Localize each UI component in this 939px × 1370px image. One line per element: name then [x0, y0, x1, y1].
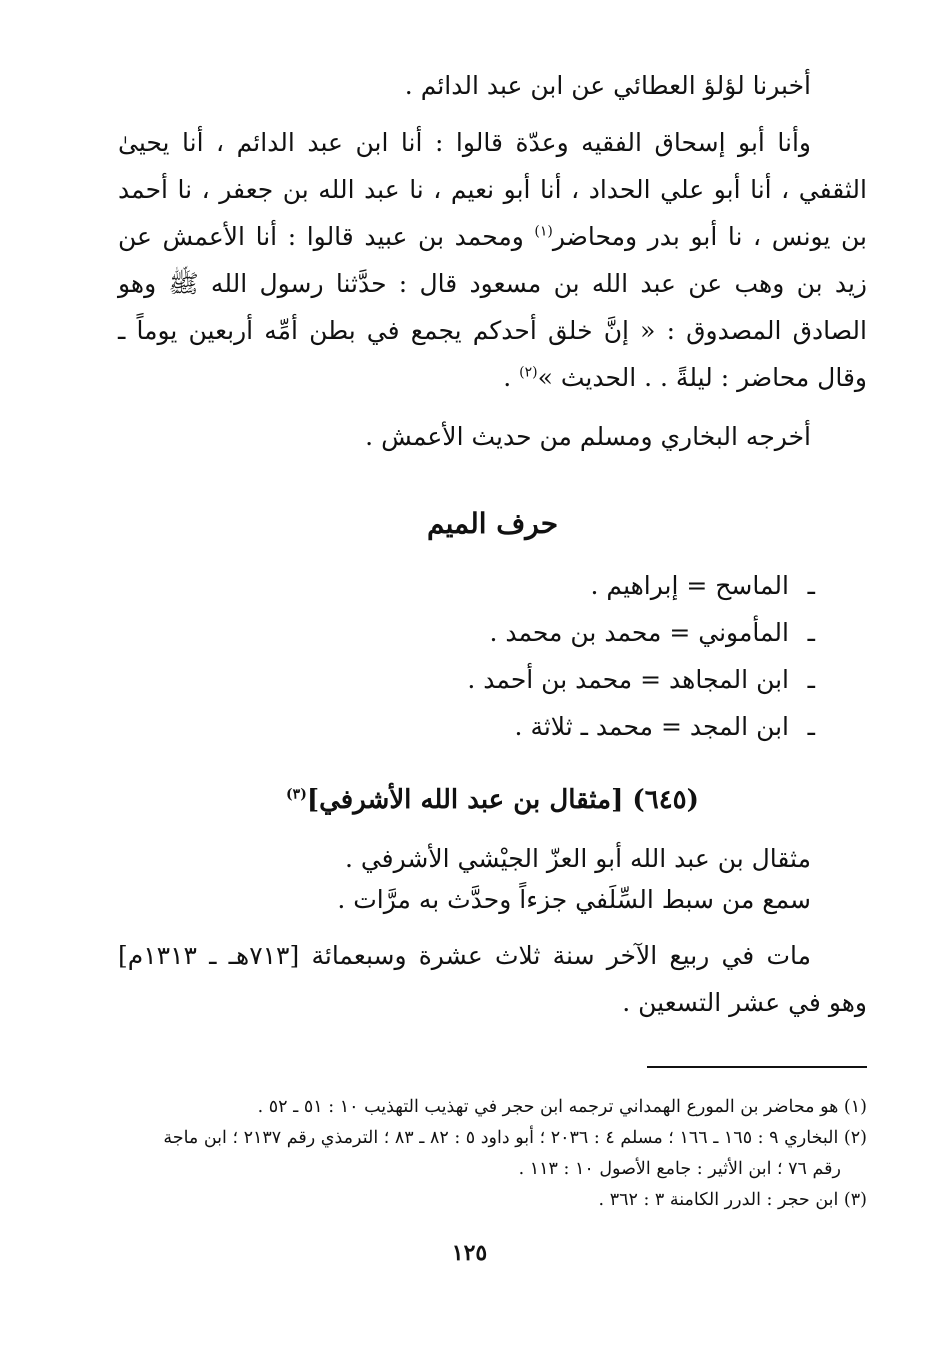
- book-page: [118, 62, 867, 1310]
- takhrij-paragraph: أخرجه البخاري ومسلم من حديث الأعمش .: [365, 422, 811, 451]
- text-paragraph: أخبرنا لؤلؤ العطائي عن ابن عبد الدائم .: [404, 71, 811, 100]
- dash-mark: ـ: [807, 571, 815, 600]
- cross-reference-list: [118, 562, 867, 750]
- entry-line: سمع من سبط السِّلَفي جزءاً وحدَّث به مرَّات .: [337, 885, 811, 914]
- death-paragraph: مات في ربيع الآخر سنة ثلاث عشرة وسبعمائة [٧١٣هـ ـ ١٣١٣م] وهو في عشر التسعين .: [118, 941, 867, 1017]
- dash-mark: ـ: [807, 712, 815, 741]
- footnote-divider: [647, 1066, 867, 1068]
- list-item-text: المأموني = محمد بن محمد .: [489, 618, 789, 647]
- list-item: [118, 609, 815, 656]
- footnote-continuation: رقم ٧٦ ؛ ابن الأثير : جامع الأصول ١٠ : ١١٣ .: [518, 1159, 841, 1179]
- list-item-text: ابن المجاهد = محمد بن أحمد .: [467, 665, 789, 694]
- entry-title-text: (٦٤٥) [مثقال بن عبد الله الأشرفي]: [306, 785, 699, 815]
- isnad-paragraph: [118, 119, 867, 401]
- section-heading: حرف الميم: [426, 507, 559, 540]
- hadith-end: .: [503, 363, 520, 392]
- entry-body: [118, 838, 867, 920]
- footnote-ref-3: (٣): [286, 786, 307, 803]
- entry-line: مثقال بن عبد الله أبو العزّ الجيْشي الأشرفي .: [344, 844, 811, 873]
- list-item: [118, 656, 815, 703]
- page-number: ١٢٥: [451, 1240, 488, 1266]
- list-item: [118, 703, 815, 750]
- entry-title: [118, 780, 867, 820]
- hadith-text: ومحمد بن عبيد قالوا : أنا الأعمش عن زيد بن وهب عن عبد الله بن مسعود قال : حدَّثنا رسول الله ﷺ وهو الصادق المصدوق : « إنَّ خلق أحدكم يجمع في بطن أمِّه أربعين يوماً ـ وقال محاضر : ليلةً . . الحديث »: [118, 222, 867, 392]
- isnad-text: وأنا أبو إسحاق الفقيه وعدّة قالوا : أنا ابن عبد الدائم ، أنا يحيىٰ الثقفي ، أنا أبو علي الحداد ، أنا أبو نعيم ، نا عبد الله بن جعفر ، نا أحمد بن يونس ، نا أبو بدر ومحاضر: [118, 128, 867, 251]
- footnotes: [118, 1092, 867, 1216]
- footnote: (١) هو محاضر بن المورع الهمداني ترجمه ابن حجر في تهذيب التهذيب ١٠ : ٥١ ـ ٥٢ .: [257, 1097, 867, 1117]
- list-item: [118, 562, 815, 609]
- dash-mark: ـ: [807, 618, 815, 647]
- footnote: (٢) البخاري ٩ : ١٦٥ ـ ١٦٦ ؛ مسلم ٤ : ٢٠٣٦ ؛ أبو داود ٥ : ٨٢ ـ ٨٣ ؛ الترمذي رقم ٢١٣٧ ؛ ابن ماجة: [163, 1128, 867, 1148]
- dash-mark: ـ: [807, 665, 815, 694]
- list-item-text: ابن المجد = محمد ـ ثلاثة .: [514, 712, 789, 741]
- footnote: (٣) ابن حجر : الدرر الكامنة ٣ : ٣٦٢ .: [598, 1190, 867, 1210]
- list-item-text: الماسح = إبراهيم .: [590, 571, 789, 600]
- footnote-ref-1: (١): [534, 223, 553, 240]
- footnote-ref-2: (٢): [519, 364, 538, 381]
